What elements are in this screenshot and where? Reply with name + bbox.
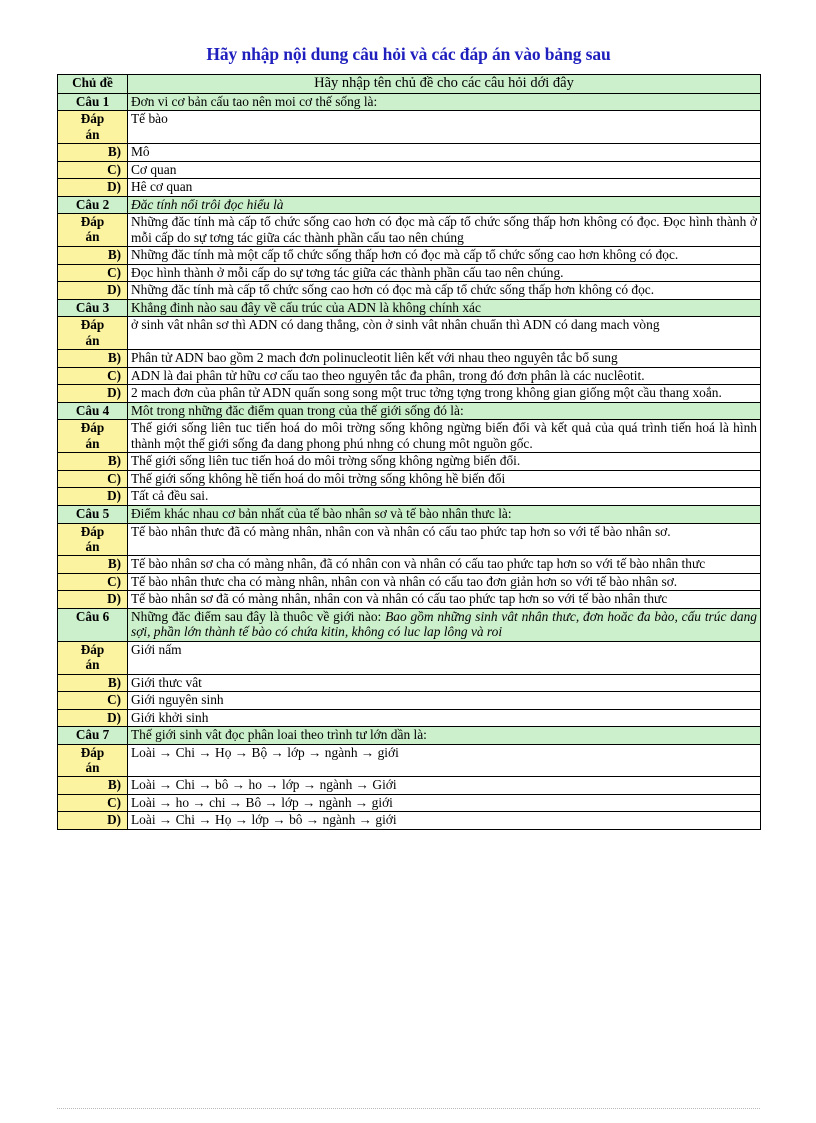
table-row (58, 709, 761, 727)
question-text-cell[interactable]: Môt trong những đăc điểm quan trong của thế giới sống đó là: (128, 402, 761, 420)
topic-prompt-cell[interactable]: Hãy nhập tên chủ đề cho các câu hỏi dới đây (128, 75, 761, 94)
answer-label-cell: D) (58, 282, 128, 300)
answer-label-cell: D) (58, 709, 128, 727)
question-number-cell: Câu 1 (58, 93, 128, 111)
answer-text-cell[interactable]: Mô (128, 143, 761, 161)
question-table (57, 74, 761, 830)
table-row (58, 453, 761, 471)
table-row (58, 812, 761, 830)
table-row (58, 692, 761, 710)
table-row (58, 93, 761, 111)
answer-text-cell[interactable]: Thế giới sống liên tuc tiến hoá do môi trờng sống không ngừng biến đổi. (128, 453, 761, 471)
question-number-cell: Câu 5 (58, 506, 128, 524)
table-row (58, 641, 761, 674)
answer-label-cell: C) (58, 573, 128, 591)
table-row (58, 591, 761, 609)
answer-text-cell[interactable]: Cơ quan (128, 161, 761, 179)
answer-text-cell[interactable]: Thế giới sống liên tuc tiến hoá do môi trờng sống không ngừng biến đổi và kết quả của quá trình tiến hoá là hình thành một thế giới sống đa dang phong phú nhng có chung môt nguồn gốc. (128, 420, 761, 453)
answer-text-cell[interactable]: 2 mach đơn của phân tử ADN quấn song song một truc tởng tợng trong không gian giống một cầu thang xoắn. (128, 385, 761, 403)
answer-text-cell[interactable]: Tế bào nhân sơ cha có màng nhân, đã có nhân con và nhân có cấu tao phức tap hơn so với tế bào nhân thưc (128, 556, 761, 574)
answer-label-cell: D) (58, 179, 128, 197)
answer-text-cell[interactable]: Giới nguyên sinh (128, 692, 761, 710)
question-table-body (58, 75, 761, 830)
table-row (58, 143, 761, 161)
answer-text-cell[interactable]: Thế giới sống không hề tiến hoá do môi trờng sống không hề biến đổi (128, 470, 761, 488)
answer-text-cell[interactable]: Tế bào nhân thưc cha có màng nhân, nhân con và nhân có cấu tao đơn giản hơn so với tế bào nhân sơ. (128, 573, 761, 591)
footer-divider (57, 1108, 760, 1109)
answer-label-cell: B) (58, 247, 128, 265)
table-row (58, 420, 761, 453)
table-row (58, 506, 761, 524)
table-row (58, 744, 761, 777)
answer-text-cell[interactable]: Những đăc tính mà cấp tổ chức sống cao hơn có đọc mà cấp tổ chức sống thấp hơn không có đọc. (128, 282, 761, 300)
answer-label-cell: Đáp án (58, 523, 128, 556)
answer-label-cell: C) (58, 367, 128, 385)
answer-label-cell: Đáp án (58, 317, 128, 350)
question-number-cell: Câu 4 (58, 402, 128, 420)
answer-label-cell: C) (58, 470, 128, 488)
answer-text-cell[interactable]: Những đăc tính mà một cấp tổ chức sống thấp hơn có đọc mà cấp tổ chức sống cao hơn không có đọc. (128, 247, 761, 265)
table-row (58, 179, 761, 197)
answer-label-cell: C) (58, 264, 128, 282)
answer-text-cell[interactable]: Giới nấm (128, 641, 761, 674)
answer-text-cell[interactable]: Giới thưc vât (128, 674, 761, 692)
answer-text-cell[interactable]: Tế bào nhân thưc đã có màng nhân, nhân con và nhân có cấu tao phức tap hơn so với tế bào nhân sơ. (128, 523, 761, 556)
question-text-cell[interactable]: Đăc tính nổi trôi đọc hiểu là (128, 196, 761, 214)
question-number-cell: Câu 3 (58, 299, 128, 317)
answer-label-cell: B) (58, 556, 128, 574)
table-row (58, 282, 761, 300)
question-text-cell[interactable] (128, 608, 761, 641)
question-text-italic: Bao gồm những sinh vât nhân thưc, đơn hoăc đa bào, cấu trúc dang sợi, phần lớn thành tế bào có chứa kitin, không có luc lap lông và roi (131, 608, 757, 640)
question-text-plain: Những đăc điểm sau đây là thuôc về giới nào: (131, 608, 386, 624)
table-row (58, 264, 761, 282)
table-row (58, 402, 761, 420)
table-row (58, 488, 761, 506)
question-text-cell[interactable]: Thế giới sinh vât đọc phân loai theo trình tư lớn dần là: (128, 727, 761, 745)
table-row (58, 385, 761, 403)
question-number-cell: Câu 2 (58, 196, 128, 214)
table-row (58, 794, 761, 812)
table-row (58, 367, 761, 385)
answer-label-cell: Đáp án (58, 111, 128, 144)
answer-text-cell[interactable]: Đọc hình thành ở mỗi cấp do sự tơng tác giữa các thành phần cấu tao nên chúng. (128, 264, 761, 282)
topic-label-cell: Chủ đề (58, 75, 128, 94)
table-row (58, 674, 761, 692)
question-number-cell: Câu 7 (58, 727, 128, 745)
table-row (58, 214, 761, 247)
answer-text-cell[interactable]: Loài → ho → chi → Bô → lớp → ngành → giới (128, 794, 761, 812)
table-row (58, 111, 761, 144)
answer-text-cell[interactable]: Hê cơ quan (128, 179, 761, 197)
question-text-cell[interactable]: Khẳng đinh nào sau đây về cấu trúc của ADN là không chính xác (128, 299, 761, 317)
table-row (58, 727, 761, 745)
answer-label-cell: C) (58, 161, 128, 179)
answer-label-cell: B) (58, 777, 128, 795)
answer-label-cell: B) (58, 143, 128, 161)
question-text-cell[interactable]: Điểm khác nhau cơ bản nhất của tế bào nhân sơ và tế bào nhân thưc là: (128, 506, 761, 524)
answer-label-cell: D) (58, 591, 128, 609)
table-row (58, 247, 761, 265)
answer-label-cell: Đáp án (58, 641, 128, 674)
question-number-cell: Câu 6 (58, 608, 128, 641)
answer-label-cell: D) (58, 812, 128, 830)
table-row (58, 470, 761, 488)
answer-label-cell: C) (58, 794, 128, 812)
table-row (58, 350, 761, 368)
table-row (58, 573, 761, 591)
answer-text-cell[interactable]: Những đăc tính mà cấp tổ chức sống cao hơn có đọc mà cấp tổ chức sống thấp hơn không có đọc. Đọc hình thành ở mỗi cấp do sự tơng tác giữa các thành phần cấu tao nên chúng (128, 214, 761, 247)
answer-text-cell[interactable]: Tế bào nhân sơ đã có màng nhân, nhân con và nhân có cấu tao phức tap hơn so với tế bào nhân thưc (128, 591, 761, 609)
table-row (58, 523, 761, 556)
table-row (58, 299, 761, 317)
answer-label-cell: B) (58, 453, 128, 471)
answer-text-cell[interactable]: Tế bào (128, 111, 761, 144)
answer-text-cell[interactable]: Giới khởi sinh (128, 709, 761, 727)
answer-label-cell: D) (58, 385, 128, 403)
answer-label-cell: D) (58, 488, 128, 506)
table-row (58, 317, 761, 350)
answer-text-cell[interactable]: Loài → Chi → Họ → lớp → bô → ngành → giới (128, 812, 761, 830)
table-row (58, 777, 761, 795)
answer-label-cell: Đáp án (58, 214, 128, 247)
answer-text-cell[interactable]: ở sinh vât nhân sơ thì ADN có dang thẳng, còn ở sinh vât nhân chuẩn thì ADN có dang mach vòng (128, 317, 761, 350)
answer-label-cell: B) (58, 674, 128, 692)
answer-text-cell[interactable]: Phân tử ADN bao gồm 2 mach đơn polinucleotit liên kết với nhau theo nguyên tắc bổ sung (128, 350, 761, 368)
answer-text-cell[interactable]: Loài → Chi → Họ → Bộ → lớp → ngành → giới (128, 744, 761, 777)
answer-label-cell: Đáp án (58, 420, 128, 453)
answer-label-cell: C) (58, 692, 128, 710)
answer-text-cell[interactable]: ADN là đai phân tử hữu cơ cấu tao theo nguyên tắc đa phân, trong đó đơn phân là các nuclêotit. (128, 367, 761, 385)
table-row (58, 161, 761, 179)
question-text-cell[interactable]: Đơn vi cơ bản cấu tao nên moi cơ thế sống là: (128, 93, 761, 111)
table-row (58, 196, 761, 214)
answer-text-cell[interactable]: Tất cả đều sai. (128, 488, 761, 506)
answer-label-cell: B) (58, 350, 128, 368)
table-header-row (58, 75, 761, 94)
table-row (58, 556, 761, 574)
answer-label-cell: Đáp án (58, 744, 128, 777)
page-title: Hãy nhập nội dung câu hỏi và các đáp án vào bảng sau (206, 44, 611, 64)
answer-text-cell[interactable]: Loài → Chi → bô → ho → lớp → ngành → Giới (128, 777, 761, 795)
table-row (58, 608, 761, 641)
